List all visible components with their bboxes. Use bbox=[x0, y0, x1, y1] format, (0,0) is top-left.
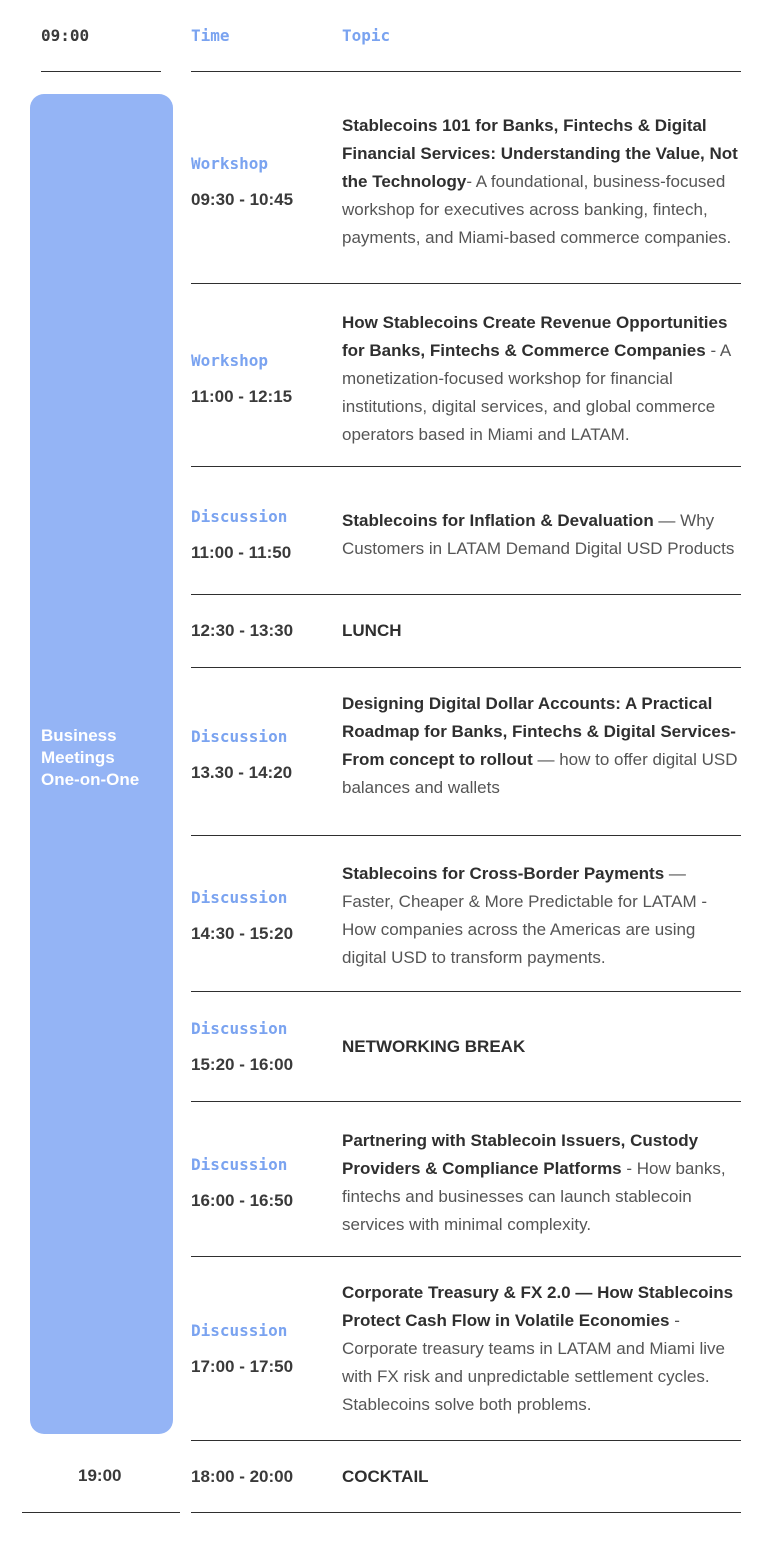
divider bbox=[191, 594, 741, 595]
session-topic-cell bbox=[342, 600, 741, 662]
session-title: Stablecoins for Inflation & Devaluation bbox=[342, 510, 654, 530]
divider bbox=[191, 71, 741, 72]
session-topic-cell bbox=[342, 80, 741, 284]
divider bbox=[191, 667, 741, 668]
session-kind: Discussion bbox=[191, 506, 288, 526]
session-time: 11:00 - 12:15 bbox=[191, 387, 293, 406]
divider bbox=[191, 991, 741, 992]
end-time: 19:00 bbox=[78, 1466, 122, 1485]
session-kind: Discussion bbox=[191, 1155, 288, 1174]
session-time-cell bbox=[191, 996, 331, 1098]
divider bbox=[191, 1512, 741, 1513]
session-title: LUNCH bbox=[342, 621, 402, 640]
divider bbox=[191, 1256, 741, 1257]
session-row bbox=[191, 1450, 741, 1504]
session-kind: Workshop bbox=[191, 351, 269, 370]
session-row bbox=[191, 1110, 741, 1256]
session-time-cell bbox=[191, 475, 331, 594]
session-topic-cell bbox=[342, 996, 741, 1098]
session-kind: Discussion bbox=[191, 1321, 288, 1340]
session-time: 12:30 - 13:30 bbox=[191, 621, 294, 640]
session-description: - Corporate treasury teams in LATAM and Miami live with FX risk and unpredictable settlement cycles. Stablecoins solve both problems. bbox=[342, 1311, 725, 1414]
session-kind: Discussion bbox=[191, 888, 288, 907]
session-time: 17:00 - 17:50 bbox=[191, 1357, 294, 1376]
session-row bbox=[191, 680, 741, 830]
session-time-cell bbox=[191, 1110, 331, 1256]
session-title: Designing Digital Dollar Accounts: A Practical Roadmap for Banks, Fintechs & Digital Services- From concept to rollout bbox=[342, 694, 736, 769]
session-description: — how to offer digital USD balances and wallets bbox=[342, 750, 738, 797]
session-title: Corporate Treasury & FX 2.0 — How Stablecoins Protect Cash Flow in Volatile Economies bbox=[342, 1283, 734, 1330]
divider bbox=[191, 466, 741, 467]
session-topic-cell bbox=[342, 842, 741, 990]
session-row bbox=[191, 600, 741, 662]
session-time: 16:00 - 16:50 bbox=[191, 1191, 294, 1210]
divider bbox=[22, 1512, 180, 1513]
session-topic-cell bbox=[342, 292, 741, 466]
label-line: Business bbox=[41, 726, 117, 745]
session-title: COCKTAIL bbox=[342, 1467, 429, 1486]
session-kind: Discussion bbox=[191, 727, 288, 746]
session-time: 11:00 - 11:50 bbox=[191, 542, 292, 562]
session-time-cell bbox=[191, 1266, 331, 1432]
session-time: 15:20 - 16:00 bbox=[191, 1055, 294, 1074]
divider bbox=[191, 1101, 741, 1102]
divider bbox=[41, 71, 161, 72]
session-description: - A monetization-focused workshop for financial institutions, digital services, and global commerce operators based in Miami and LATAM. bbox=[342, 341, 731, 444]
session-time-cell bbox=[191, 80, 331, 284]
time-column-header: Time bbox=[191, 26, 230, 45]
label-line: Meetings bbox=[41, 748, 115, 767]
session-topic-cell bbox=[342, 1266, 741, 1432]
label-line: One-on-One bbox=[41, 770, 140, 789]
session-time: 13.30 - 14:20 bbox=[191, 763, 293, 782]
session-time-cell bbox=[191, 1450, 331, 1504]
session-title: NETWORKING BREAK bbox=[342, 1037, 526, 1056]
session-time-cell bbox=[191, 600, 331, 662]
session-row bbox=[191, 1266, 741, 1432]
session-row bbox=[191, 292, 741, 466]
session-description: - How banks, fintechs and businesses can launch stablecoin services with minimal complexity. bbox=[342, 1159, 726, 1234]
session-time: 14:30 - 15:20 bbox=[191, 924, 294, 943]
session-title: Stablecoins 101 for Banks, Fintechs & Digital Financial Services: Understanding the Value, Not the Technology bbox=[342, 116, 738, 191]
session-topic-cell bbox=[342, 475, 741, 594]
session-time-cell bbox=[191, 292, 331, 466]
session-topic-cell bbox=[342, 680, 741, 830]
session-title: Partnering with Stablecoin Issuers, Custody Providers & Compliance Platforms bbox=[342, 1131, 699, 1178]
session-time-cell bbox=[191, 842, 331, 990]
divider bbox=[191, 1440, 741, 1441]
session-topic-cell bbox=[342, 1450, 741, 1504]
session-row bbox=[191, 996, 741, 1098]
session-description: — Faster, Cheaper & More Predictable for LATAM - How companies across the Americas are using digital USD to transform payments. bbox=[342, 864, 708, 967]
business-meetings-label bbox=[41, 725, 166, 791]
session-time-cell bbox=[191, 680, 331, 830]
divider bbox=[191, 835, 741, 836]
session-time: 09:30 - 10:45 bbox=[191, 190, 294, 209]
session-topic-cell bbox=[342, 1110, 741, 1256]
session-title: How Stablecoins Create Revenue Opportunities for Banks, Fintechs & Commerce Companies bbox=[342, 313, 728, 360]
session-kind: Workshop bbox=[191, 154, 269, 173]
session-description: - A foundational, business-focused workshop for executives across banking, fintech, payments, and Miami-based commerce companies. bbox=[342, 172, 732, 247]
start-time: 09:00 bbox=[41, 26, 90, 45]
topic-column-header: Topic bbox=[342, 26, 391, 45]
session-title: Stablecoins for Cross-Border Payments bbox=[342, 864, 665, 883]
session-row bbox=[191, 80, 741, 284]
session-row bbox=[191, 475, 741, 594]
session-row bbox=[191, 842, 741, 990]
session-kind: Discussion bbox=[191, 1019, 288, 1038]
session-description: — Why Customers in LATAM Demand Digital USD Products bbox=[342, 510, 735, 558]
divider bbox=[191, 283, 741, 284]
session-time: 18:00 - 20:00 bbox=[191, 1467, 294, 1486]
